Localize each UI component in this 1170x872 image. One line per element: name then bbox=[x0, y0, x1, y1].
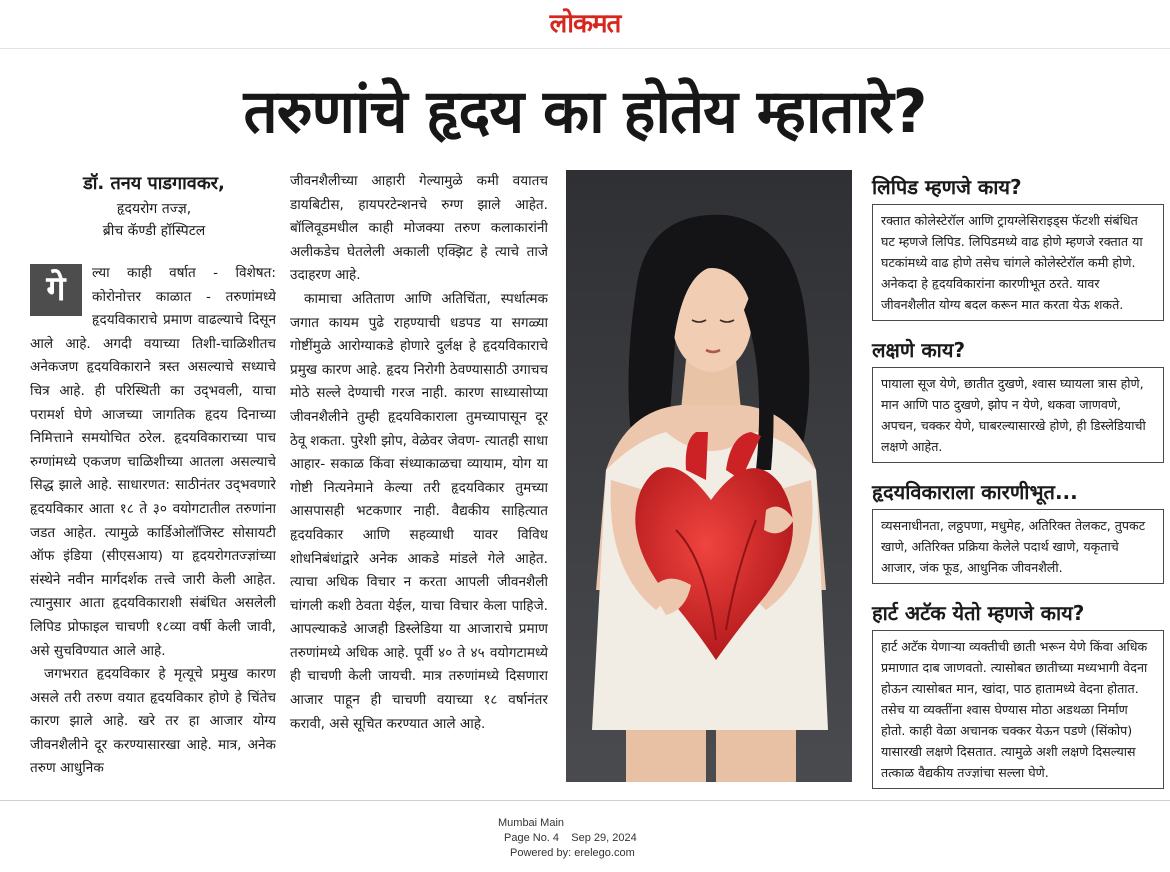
author-byline bbox=[30, 170, 278, 242]
dropcap: गे bbox=[30, 264, 82, 316]
article-column-2 bbox=[290, 170, 548, 800]
sidebar-heading-lipid: लिपिड म्हणजे काय? bbox=[872, 175, 1022, 199]
article-paragraph: जीवनशैलीच्या आहारी गेल्यामुळे कमी वयातच डायबिटीस, हायपरटेन्शनचे रुग्ण झाले आहेत. बॉलिवूडमधील काही मोजक्या तरुण कलाकारांनी अलीकडेच घेतलेली अकाली एक्झिट हे त्याचे ताजे उदाहरण आहे. bbox=[290, 173, 548, 284]
footer-page-date: Page No. 4 Sep 29, 2024 bbox=[504, 832, 637, 844]
sidebar-heading-heart-attack: हार्ट अटॅक येतो म्हणजे काय? bbox=[872, 601, 1085, 625]
sidebar-box-lipid: रक्तात कोलेस्टेरॉल आणि ट्रायग्लेसिराइड्स फॅटशी संबंधित घट म्हणजे लिपिड. लिपिडमध्ये वाढ होणे म्हणजे रक्तात या घटकांमध्ये वाढ होणे तसेच चांगले कोलेस्टेरॉल कमी होणे. अनेकदा हे हृदयविकारांना कारणीभूत ठरते. यावर जीवनशैलीत योग्य बदल करून मात करता येऊ शकते. bbox=[872, 204, 1164, 321]
article-paragraph: जगभरात हृदयविकार हे मृत्यूचे प्रमुख कारण असले तरी तरुण वयात हृदयविकार होणे हे चिंतेच कारण झाले आहे. खरे तर हा आजार योग्य जीवनशैलीने दूर करण्यासारखा आहे. मात्र, अनेक तरुण आधुनिक bbox=[30, 666, 276, 777]
article-illustration bbox=[566, 170, 852, 782]
sidebar-box-causes: व्यसनाधीनता, लठ्ठपणा, मधुमेह, अतिरिक्त तेलकट, तुपकट खाणे, अतिरिक्त प्रक्रिया केलेले पदार्थ खाणे, यकृताचे आजार, जंक फूड, आधुनिक जीवनशैली. bbox=[872, 509, 1164, 584]
sidebar-box-heart-attack: हार्ट अटॅक येणाऱ्या व्यक्तीची छाती भरून येणे किंवा अधिक प्रमाणात दाब जाणवतो. त्यासोबत छातीच्या मध्यभागी वेदना होऊन त्यासोबत मान, खांदा, पाठ हातामध्ये वेदना होतात. तसेच या व्यक्तींना श्वास घेण्यास मोठा अडथळा निर्माण होतो. काही वेळा अचानक चक्कर येऊन पडणे (सिंकोप) यासारखी लक्षणे दिसतात. त्यामुळे अशी लक्षणे दिसल्यास तत्काळ वैद्यकीय तज्ज्ञांचा सल्ला घेणे. bbox=[872, 630, 1164, 789]
footer-divider bbox=[0, 800, 1170, 801]
sidebar-heading-causes: हृदयविकाराला कारणीभूत... bbox=[872, 480, 1078, 504]
author-title: हृदयरोग तज्ज्ञ, bbox=[116, 201, 192, 217]
author-hospital: ब्रीच कॅण्डी हॉस्पिटल bbox=[102, 223, 206, 239]
page-footer bbox=[450, 816, 710, 861]
lokmat-logo[interactable]: लोकमत bbox=[549, 9, 621, 39]
sidebar-info bbox=[872, 172, 1164, 803]
article-column-1 bbox=[30, 262, 276, 802]
footer-powered-by[interactable]: Powered by: erelego.com bbox=[510, 847, 635, 859]
sidebar-heading-symptoms: लक्षणे काय? bbox=[872, 338, 966, 362]
article-paragraph: ल्या काही वर्षात - विशेषत: कोरोनोत्तर काळात - तरुणांमध्ये हृदयविकाराचे प्रमाण वाढल्याचे दिसून आले आहे. अगदी वयाच्या तिशी-चाळिशीतच अनेकजण हृदयविकाराने त्रस्त असल्याचे सध्याचे चित्र आहे. ही परिस्थिती का उद्‌भवली, याचा परामर्श घेणे आजच्या जागतिक हृदय दिनाच्या निमित्ताने समयोचित ठरेल. हृदयविकाराच्या पाच रुग्णांमध्ये एकजण चाळिशीच्या आतला असल्याचे सिद्ध झाले आहे. साधारणत: साठीनंतर उद्‌भवणारे हृदयविकार आता १८ ते ३० वयोगटातील तरुणांना जडत आहेत. त्यामुळे कार्डिओलॉजिस्ट सोसायटी ऑफ इंडिया (सीएसआय) या हृदयरोगतज्ज्ञांच्या संस्थेने नवीन मार्गदर्शक तत्त्वे जारी केली आहेत. त्यानुसार आता हृदयविकाराशी संबंधित असलेली लिपिड प्रोफाइल चाचणी १८व्या वर्षी केली जावी, असे सुचविण्यात आले आहे. bbox=[30, 265, 276, 659]
sidebar-box-symptoms: पायाला सूज येणे, छातीत दुखणे, श्वास घ्यायला त्रास होणे, मान आणि पाठ दुखणे, झोप न येणे, थकवा जाणवणे, अपचन, चक्कर येणे, घाबरल्यासारखे होणे, ही डिस्लेडियाची लक्षणे आहेत. bbox=[872, 367, 1164, 463]
article-headline: तरुणांचे हृदय का होतेय म्हातारे? bbox=[243, 77, 927, 147]
author-name: डॉ. तनय पाडगावकर, bbox=[83, 173, 225, 194]
article-paragraph: कामाचा अतिताण आणि अतिचिंता, स्पर्धात्मक जगात कायम पुढे राहण्याची धडपड या सगळ्या गोष्टींमुळे आरोग्याकडे होणारे दुर्लक्ष हे हृदयविकाराचे प्रमुख कारण आहे. हृदय निरोगी ठेवण्यासाठी उगाचच मोठे सल्ले देण्याची गरज नाही. कारण साध्यासोप्या जीवनशैलीने तुम्ही हृदयविकाराला तुमच्यापासून दूर ठेवू शकता. पुरेशी झोप, वेळेवर जेवण- त्यातही साधा आहार- सकाळ किंवा संध्याकाळचा व्यायाम, योग या गोष्टी नित्यनेमाने केल्या तरी हृदयविकार तुमच्या आसपासही भटकणार नाही. वैद्यकीय साहित्यात हृदयविकार आणि सहव्याधी यावर विविध शोधनिबंधांद्वारे अनेक आकडे मांडले गेले आहेत. त्याचा अधिक विचार न करता आपली जीवनशैली चांगली कशी ठेवता येईल, याचा विचार केला पाहिजे. आपल्याकडे आजही डिस्लेडिया या आजाराचे प्रमाण तरुणांमध्ये अधिक आहे. पूर्वी ४० ते ४५ वयोगटामध्ये ही चाचणी केली जायची. मात्र तरुणांमध्ये दिसणारा आजार पाहून ही चाचणी वयाच्या १८ वर्षानंतर करावी, असे सूचित करण्यात आले आहे. bbox=[290, 290, 548, 732]
woman-holding-heart-illustration bbox=[566, 170, 852, 782]
masthead bbox=[0, 0, 1170, 49]
footer-edition: Mumbai Main bbox=[498, 817, 565, 829]
